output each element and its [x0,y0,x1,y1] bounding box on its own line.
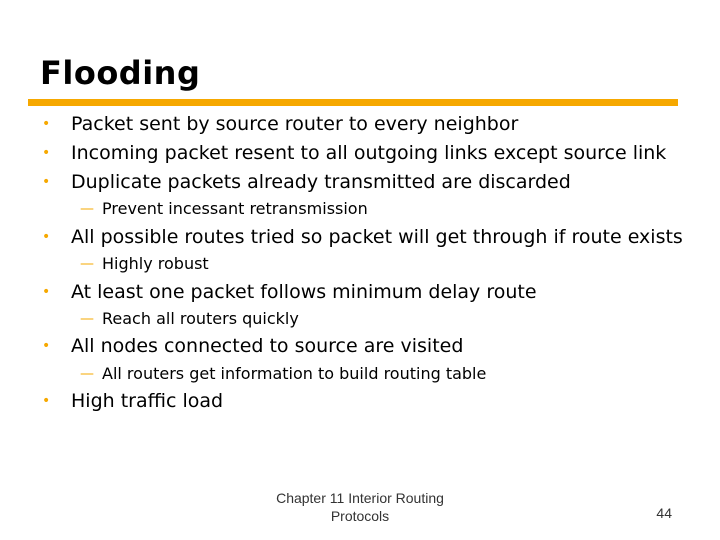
bullet-item [40,142,666,164]
bullet-icon: • [42,174,51,190]
bullet-text: All nodes connected to source are visited [71,335,464,357]
sub-bullet-text: Reach all routers quickly [102,309,299,328]
sub-bullet-item [80,254,209,274]
sub-bullet-item [80,309,299,329]
bullet-item [40,113,518,135]
dash-icon: — [80,366,94,382]
bullet-text: At least one packet follows minimum delay route [71,281,537,303]
sub-bullet-text: All routers get information to build routing table [102,364,487,383]
dash-icon: — [80,311,94,327]
bullet-text: Duplicate packets already transmitted are discarded [71,171,571,193]
bullet-icon: • [42,229,51,245]
dash-icon: — [80,256,94,272]
bullet-item [40,335,463,357]
bullet-icon: • [42,338,51,354]
bullet-text: Incoming packet resent to all outgoing links except source link [71,142,667,164]
page-number: 44 [656,505,672,521]
bullet-text: All possible routes tried so packet will get through if route exists [71,226,683,248]
bullet-item [40,171,571,193]
bullet-icon: • [42,284,51,300]
sub-bullet-item [80,364,486,384]
sub-bullet-item [80,199,368,219]
sub-bullet-text: Prevent incessant retransmission [102,199,368,218]
bullet-icon: • [42,393,51,409]
bullet-icon: • [42,116,51,132]
bullet-item [40,390,223,412]
sub-bullet-text: Highly robust [102,254,209,273]
bullet-item [40,226,683,248]
bullet-text: High traffic load [71,390,224,412]
slide-title: Flooding [40,54,201,92]
footer-line: Chapter 11 Interior Routing [276,490,444,506]
slide-footer [255,489,465,525]
dash-icon: — [80,201,94,217]
bullet-item [40,281,537,303]
bullet-icon: • [42,145,51,161]
footer-line: Protocols [330,508,390,524]
bullet-text: Packet sent by source router to every neighbor [71,113,519,135]
